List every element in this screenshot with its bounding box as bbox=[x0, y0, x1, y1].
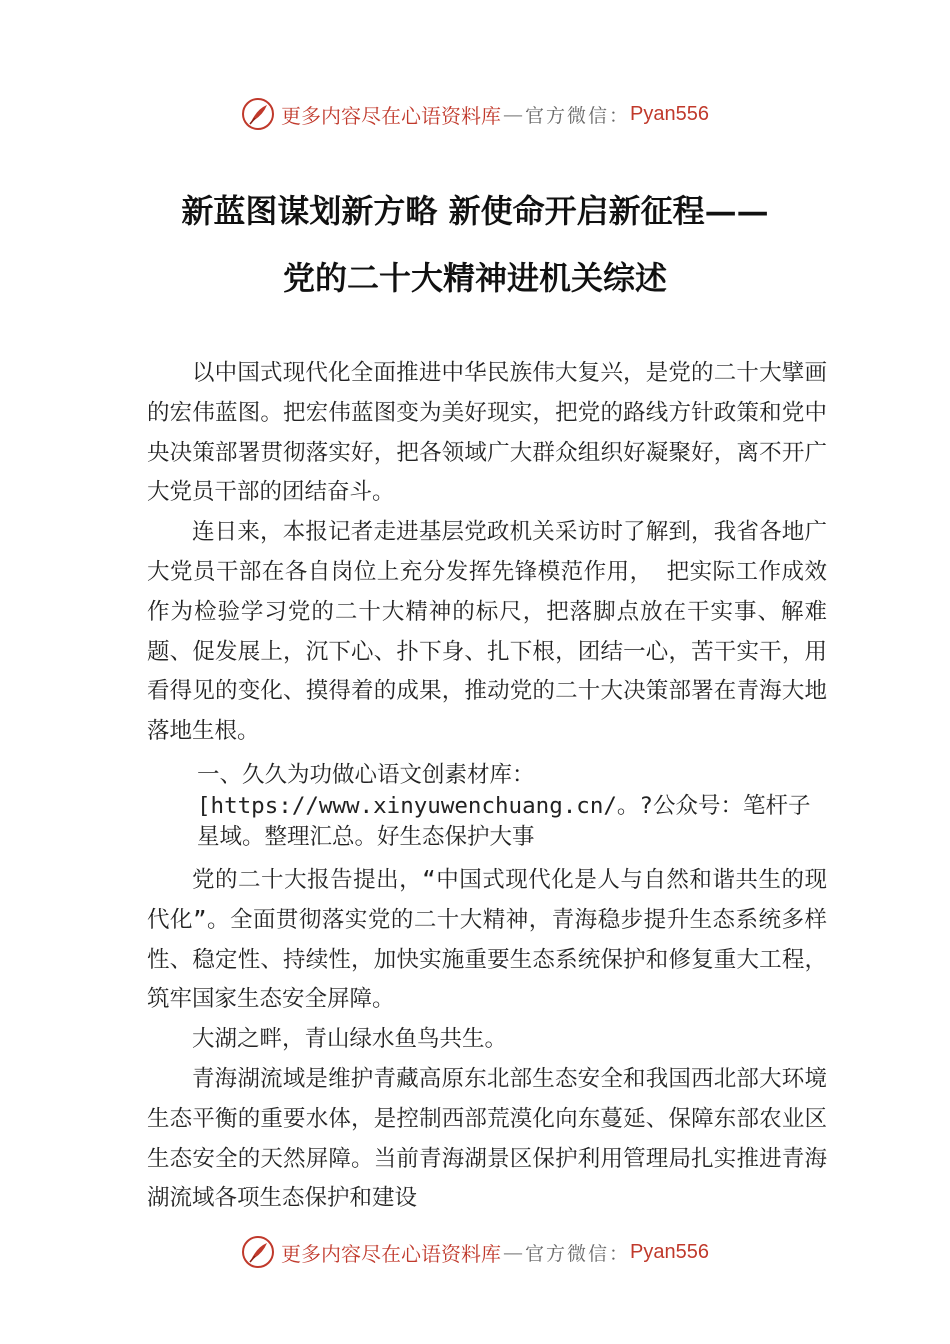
paragraph-qinghai-lake: 青海湖流域是维护青藏高原东北部生态安全和我国西北部大环境生态平衡的重要水体，是控制西部荒漠化向东蔓延、保障东部农业区生态安全的天然屏障。当前青海湖景区保护利用管理局扎实推进青海湖流域各项生态保护和建设 bbox=[147, 1065, 827, 1212]
quill-pen-logo-icon bbox=[241, 1235, 275, 1269]
document-title-line-1: 新蓝图谋划新方略 新使命开启新征程—— bbox=[181, 192, 769, 230]
quill-pen-logo-icon bbox=[241, 97, 275, 131]
footer-wechat-id: Pyan556 bbox=[630, 1240, 709, 1263]
header-site-name: 更多内容尽在心语资料库 bbox=[281, 105, 501, 128]
section-heading-1: 一、久久为功做心语文创素材库：[https://www.xinyuwenchuang.cn/。?公众号：笔杆子星域。整理汇总。好生态保护大事 bbox=[197, 761, 811, 850]
footer-wechat-label: 官方微信： bbox=[525, 1243, 631, 1265]
header-banner bbox=[0, 94, 950, 134]
footer-site-name: 更多内容尽在心语资料库 bbox=[281, 1243, 501, 1266]
footer-banner bbox=[0, 1232, 950, 1272]
paragraph-lake-side: 大湖之畔，青山绿水鱼鸟共生。 bbox=[192, 1026, 508, 1053]
paragraph-reporting: 连日来，本报记者走进基层党政机关采访时了解到，我省各地广大党员干部在各自岗位上充分发挥先锋模范作用， 把实际工作成效作为检验学习党的二十大精神的标尺，把落脚点放在干实事、解难题、促发展上，沉下心、扑下身、扎下根，团结一心，苦干实干，用看得见的变化、摸得着的成果，推动党的二十大决策部署在青海大地落地生根。 bbox=[147, 519, 827, 745]
header-separator: — bbox=[503, 102, 523, 126]
header-wechat-id: Pyan556 bbox=[630, 102, 709, 125]
document-title-line-2: 党的二十大精神进机关综述 bbox=[282, 259, 667, 297]
paragraph-report-quote: 党的二十大报告提出，“中国式现代化是人与自然和谐共生的现代化”。全面贯彻落实党的二十大精神，青海稳步提升生态系统多样性、稳定性、持续性，加快实施重要生态系统保护和修复重大工程，筑牢国家生态安全屏障。 bbox=[147, 866, 827, 1013]
footer-separator: — bbox=[503, 1240, 523, 1264]
header-wechat-label: 官方微信： bbox=[525, 105, 631, 127]
paragraph-intro: 以中国式现代化全面推进中华民族伟大复兴，是党的二十大擘画的宏伟蓝图。把宏伟蓝图变为美好现实，把党的路线方针政策和党中央决策部署贯彻落实好，把各领域广大群众组织好凝聚好，离不开广大党员干部的团结奋斗。 bbox=[147, 360, 827, 506]
document-body bbox=[147, 354, 827, 1219]
